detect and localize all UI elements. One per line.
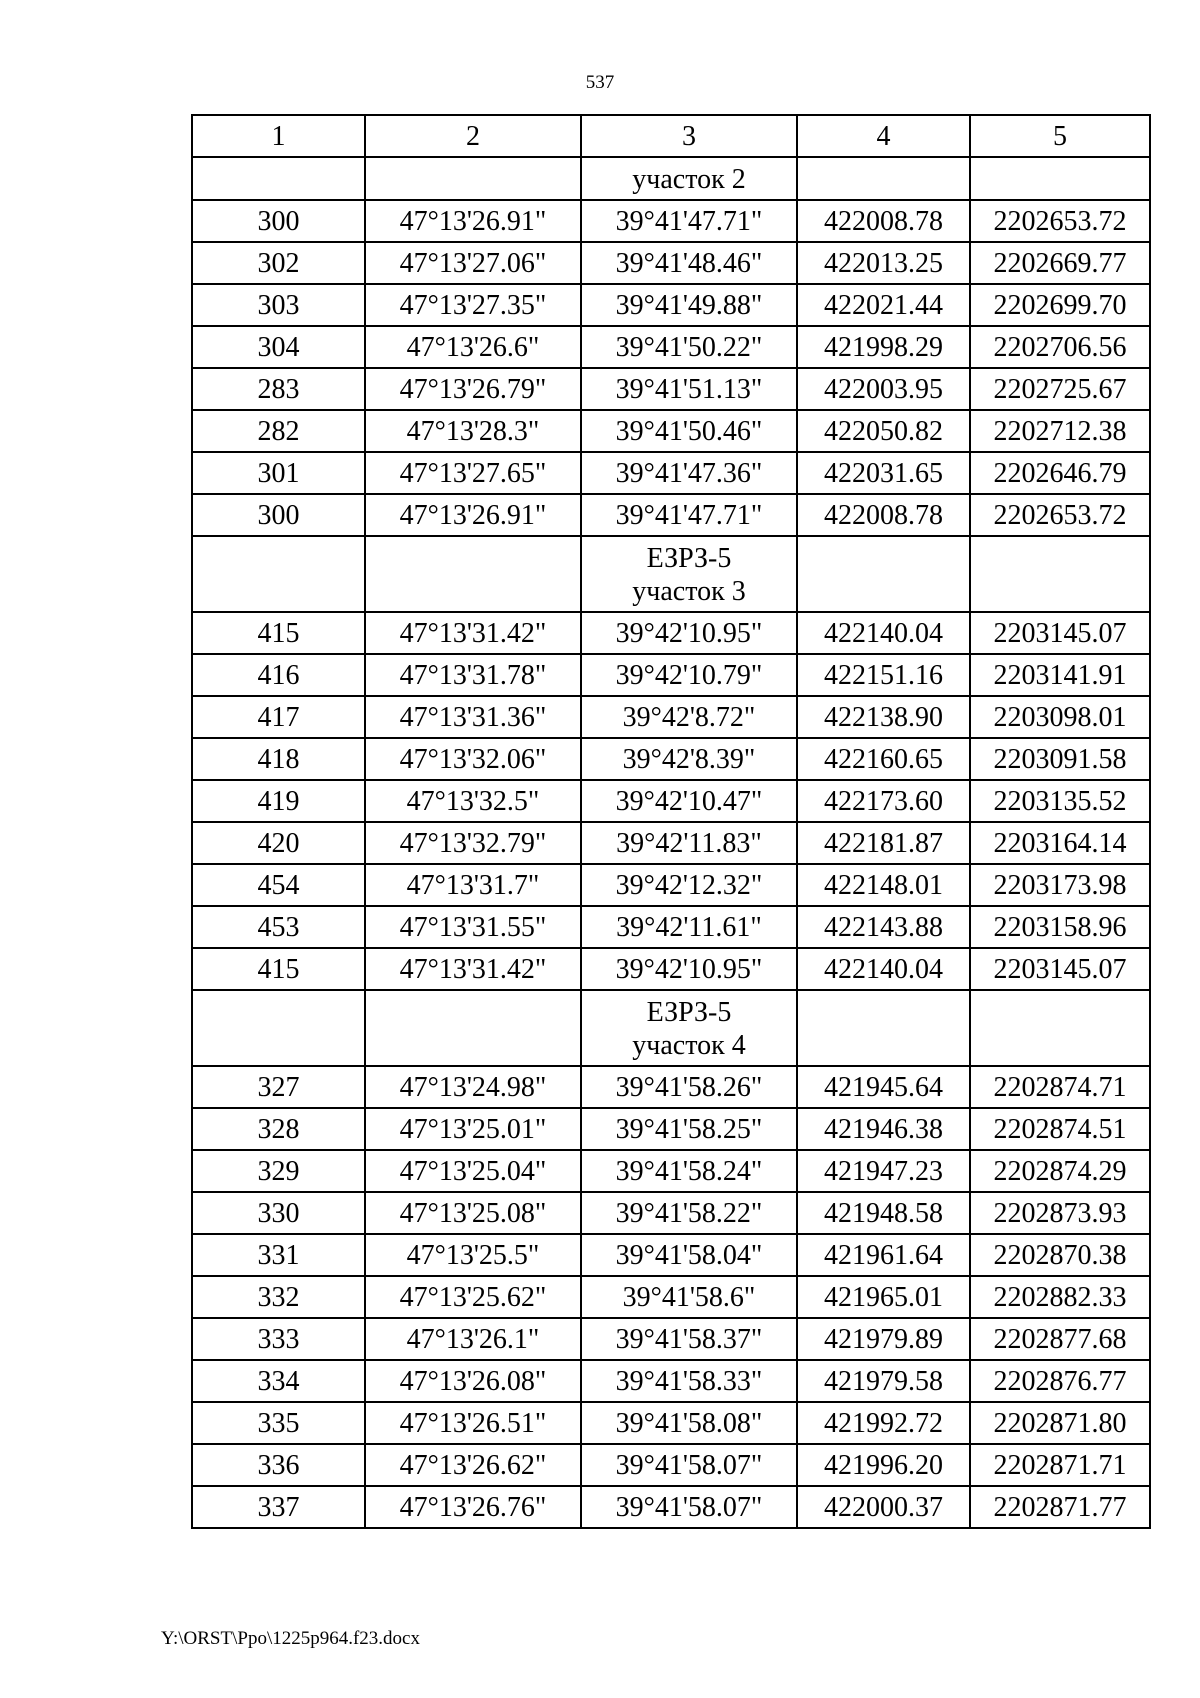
- section-label-line: ЕЗРЗ-5: [646, 996, 732, 1028]
- table-row: [192, 1150, 1150, 1192]
- y-coordinate-cell: 2203145.07: [970, 612, 1150, 654]
- table-row: [192, 1192, 1150, 1234]
- table-row: [192, 1066, 1150, 1108]
- longitude-cell: 39°41'48.46": [581, 242, 797, 284]
- longitude-cell: 39°42'11.83": [581, 822, 797, 864]
- x-coordinate-cell: 422000.37: [797, 1486, 970, 1528]
- latitude-cell: 47°13'28.3": [365, 410, 581, 452]
- table-row: [192, 948, 1150, 990]
- longitude-cell: 39°41'50.22": [581, 326, 797, 368]
- x-coordinate-cell: 422143.88: [797, 906, 970, 948]
- latitude-cell: 47°13'26.79": [365, 368, 581, 410]
- y-coordinate-cell: 2202699.70: [970, 284, 1150, 326]
- longitude-cell: 39°41'58.33": [581, 1360, 797, 1402]
- empty-cell: [365, 990, 581, 1066]
- x-coordinate-cell: 422173.60: [797, 780, 970, 822]
- section-label-line: ЕЗРЗ-5: [646, 542, 732, 574]
- latitude-cell: 47°13'31.36": [365, 696, 581, 738]
- y-coordinate-cell: 2202870.38: [970, 1234, 1150, 1276]
- longitude-cell: 39°41'58.24": [581, 1150, 797, 1192]
- x-coordinate-cell: 422181.87: [797, 822, 970, 864]
- x-coordinate-cell: 422031.65: [797, 452, 970, 494]
- section-row: [192, 157, 1150, 200]
- y-coordinate-cell: 2202882.33: [970, 1276, 1150, 1318]
- latitude-cell: 47°13'26.6": [365, 326, 581, 368]
- latitude-cell: 47°13'26.08": [365, 1360, 581, 1402]
- section-row: [192, 990, 1150, 1066]
- x-coordinate-cell: 421947.23: [797, 1150, 970, 1192]
- y-coordinate-cell: 2203164.14: [970, 822, 1150, 864]
- x-coordinate-cell: 422050.82: [797, 410, 970, 452]
- longitude-cell: 39°41'50.46": [581, 410, 797, 452]
- empty-cell: [192, 536, 365, 612]
- x-coordinate-cell: 422008.78: [797, 200, 970, 242]
- empty-cell: [797, 536, 970, 612]
- latitude-cell: 47°13'32.79": [365, 822, 581, 864]
- longitude-cell: 39°41'51.13": [581, 368, 797, 410]
- latitude-cell: 47°13'26.62": [365, 1444, 581, 1486]
- longitude-cell: 39°42'10.95": [581, 612, 797, 654]
- section-label: [581, 990, 797, 1066]
- point-number-cell: 283: [192, 368, 365, 410]
- table-row: [192, 1360, 1150, 1402]
- column-header: 5: [970, 115, 1150, 157]
- table-row: [192, 612, 1150, 654]
- point-number-cell: 327: [192, 1066, 365, 1108]
- longitude-cell: 39°41'58.07": [581, 1444, 797, 1486]
- section-label-line: участок 2: [632, 163, 746, 195]
- latitude-cell: 47°13'26.91": [365, 200, 581, 242]
- longitude-cell: 39°41'58.26": [581, 1066, 797, 1108]
- table-row: [192, 696, 1150, 738]
- y-coordinate-cell: 2203098.01: [970, 696, 1150, 738]
- point-number-cell: 334: [192, 1360, 365, 1402]
- table-row: [192, 864, 1150, 906]
- x-coordinate-cell: 421979.58: [797, 1360, 970, 1402]
- table-row: [192, 654, 1150, 696]
- latitude-cell: 47°13'26.1": [365, 1318, 581, 1360]
- latitude-cell: 47°13'27.65": [365, 452, 581, 494]
- column-header: 2: [365, 115, 581, 157]
- point-number-cell: 282: [192, 410, 365, 452]
- y-coordinate-cell: 2203135.52: [970, 780, 1150, 822]
- table-row: [192, 1318, 1150, 1360]
- table-row: [192, 200, 1150, 242]
- latitude-cell: 47°13'26.51": [365, 1402, 581, 1444]
- point-number-cell: 332: [192, 1276, 365, 1318]
- latitude-cell: 47°13'32.06": [365, 738, 581, 780]
- y-coordinate-cell: 2202873.93: [970, 1192, 1150, 1234]
- y-coordinate-cell: 2203091.58: [970, 738, 1150, 780]
- section-row: [192, 536, 1150, 612]
- x-coordinate-cell: 422003.95: [797, 368, 970, 410]
- coordinates-table: [191, 114, 1151, 1529]
- section-label: [581, 157, 797, 200]
- point-number-cell: 417: [192, 696, 365, 738]
- longitude-cell: 39°42'8.72": [581, 696, 797, 738]
- y-coordinate-cell: 2203158.96: [970, 906, 1150, 948]
- section-label-line: участок 4: [632, 1029, 746, 1061]
- latitude-cell: 47°13'31.55": [365, 906, 581, 948]
- latitude-cell: 47°13'31.78": [365, 654, 581, 696]
- latitude-cell: 47°13'32.5": [365, 780, 581, 822]
- table-row: [192, 410, 1150, 452]
- point-number-cell: 420: [192, 822, 365, 864]
- longitude-cell: 39°41'58.08": [581, 1402, 797, 1444]
- y-coordinate-cell: 2202653.72: [970, 200, 1150, 242]
- y-coordinate-cell: 2202877.68: [970, 1318, 1150, 1360]
- point-number-cell: 329: [192, 1150, 365, 1192]
- longitude-cell: 39°42'10.79": [581, 654, 797, 696]
- latitude-cell: 47°13'25.01": [365, 1108, 581, 1150]
- table-row: [192, 906, 1150, 948]
- table-row: [192, 780, 1150, 822]
- table-row: [192, 1444, 1150, 1486]
- point-number-cell: 300: [192, 200, 365, 242]
- x-coordinate-cell: 422008.78: [797, 494, 970, 536]
- longitude-cell: 39°42'10.95": [581, 948, 797, 990]
- y-coordinate-cell: 2202874.71: [970, 1066, 1150, 1108]
- table-row: [192, 822, 1150, 864]
- latitude-cell: 47°13'27.35": [365, 284, 581, 326]
- empty-cell: [192, 990, 365, 1066]
- latitude-cell: 47°13'27.06": [365, 242, 581, 284]
- longitude-cell: 39°41'47.36": [581, 452, 797, 494]
- y-coordinate-cell: 2202646.79: [970, 452, 1150, 494]
- point-number-cell: 415: [192, 948, 365, 990]
- table-row: [192, 284, 1150, 326]
- table-row: [192, 1402, 1150, 1444]
- y-coordinate-cell: 2202871.80: [970, 1402, 1150, 1444]
- x-coordinate-cell: 421945.64: [797, 1066, 970, 1108]
- y-coordinate-cell: 2202871.71: [970, 1444, 1150, 1486]
- empty-cell: [797, 157, 970, 200]
- latitude-cell: 47°13'26.91": [365, 494, 581, 536]
- x-coordinate-cell: 421965.01: [797, 1276, 970, 1318]
- y-coordinate-cell: 2203145.07: [970, 948, 1150, 990]
- point-number-cell: 454: [192, 864, 365, 906]
- y-coordinate-cell: 2202706.56: [970, 326, 1150, 368]
- point-number-cell: 300: [192, 494, 365, 536]
- y-coordinate-cell: 2202874.51: [970, 1108, 1150, 1150]
- x-coordinate-cell: 422160.65: [797, 738, 970, 780]
- longitude-cell: 39°41'47.71": [581, 200, 797, 242]
- y-coordinate-cell: 2202871.77: [970, 1486, 1150, 1528]
- x-coordinate-cell: 421998.29: [797, 326, 970, 368]
- table-row: [192, 1234, 1150, 1276]
- latitude-cell: 47°13'25.62": [365, 1276, 581, 1318]
- point-number-cell: 304: [192, 326, 365, 368]
- y-coordinate-cell: 2202712.38: [970, 410, 1150, 452]
- y-coordinate-cell: 2202725.67: [970, 368, 1150, 410]
- point-number-cell: 418: [192, 738, 365, 780]
- column-header: 4: [797, 115, 970, 157]
- x-coordinate-cell: 422140.04: [797, 948, 970, 990]
- x-coordinate-cell: 421961.64: [797, 1234, 970, 1276]
- x-coordinate-cell: 422148.01: [797, 864, 970, 906]
- y-coordinate-cell: 2202653.72: [970, 494, 1150, 536]
- footer-file-path: Y:\ORST\Ppo\1225p964.f23.docx: [161, 1628, 420, 1649]
- header-row: [192, 115, 1150, 157]
- latitude-cell: 47°13'25.5": [365, 1234, 581, 1276]
- x-coordinate-cell: 422013.25: [797, 242, 970, 284]
- x-coordinate-cell: 422138.90: [797, 696, 970, 738]
- table-row: [192, 738, 1150, 780]
- empty-cell: [970, 536, 1150, 612]
- point-number-cell: 335: [192, 1402, 365, 1444]
- x-coordinate-cell: 422140.04: [797, 612, 970, 654]
- longitude-cell: 39°42'12.32": [581, 864, 797, 906]
- table-row: [192, 1108, 1150, 1150]
- y-coordinate-cell: 2202874.29: [970, 1150, 1150, 1192]
- empty-cell: [797, 990, 970, 1066]
- longitude-cell: 39°41'58.07": [581, 1486, 797, 1528]
- table-row: [192, 1486, 1150, 1528]
- point-number-cell: 416: [192, 654, 365, 696]
- point-number-cell: 301: [192, 452, 365, 494]
- latitude-cell: 47°13'26.76": [365, 1486, 581, 1528]
- x-coordinate-cell: 421946.38: [797, 1108, 970, 1150]
- longitude-cell: 39°41'58.22": [581, 1192, 797, 1234]
- latitude-cell: 47°13'31.42": [365, 948, 581, 990]
- section-label-line: участок 3: [632, 575, 746, 607]
- longitude-cell: 39°41'58.04": [581, 1234, 797, 1276]
- longitude-cell: 39°41'47.71": [581, 494, 797, 536]
- y-coordinate-cell: 2203141.91: [970, 654, 1150, 696]
- longitude-cell: 39°42'11.61": [581, 906, 797, 948]
- y-coordinate-cell: 2203173.98: [970, 864, 1150, 906]
- empty-cell: [365, 157, 581, 200]
- column-header: 3: [581, 115, 797, 157]
- longitude-cell: 39°41'58.25": [581, 1108, 797, 1150]
- latitude-cell: 47°13'31.42": [365, 612, 581, 654]
- longitude-cell: 39°42'10.47": [581, 780, 797, 822]
- point-number-cell: 336: [192, 1444, 365, 1486]
- page-number: 537: [585, 72, 615, 93]
- empty-cell: [970, 990, 1150, 1066]
- longitude-cell: 39°42'8.39": [581, 738, 797, 780]
- point-number-cell: 303: [192, 284, 365, 326]
- x-coordinate-cell: 421996.20: [797, 1444, 970, 1486]
- y-coordinate-cell: 2202876.77: [970, 1360, 1150, 1402]
- x-coordinate-cell: 421948.58: [797, 1192, 970, 1234]
- table-row: [192, 494, 1150, 536]
- latitude-cell: 47°13'25.08": [365, 1192, 581, 1234]
- table-body: [192, 157, 1150, 1528]
- point-number-cell: 302: [192, 242, 365, 284]
- x-coordinate-cell: 421992.72: [797, 1402, 970, 1444]
- latitude-cell: 47°13'25.04": [365, 1150, 581, 1192]
- column-header: 1: [192, 115, 365, 157]
- table-row: [192, 326, 1150, 368]
- point-number-cell: 337: [192, 1486, 365, 1528]
- empty-cell: [192, 157, 365, 200]
- x-coordinate-cell: 422021.44: [797, 284, 970, 326]
- point-number-cell: 331: [192, 1234, 365, 1276]
- empty-cell: [365, 536, 581, 612]
- table-row: [192, 368, 1150, 410]
- x-coordinate-cell: 421979.89: [797, 1318, 970, 1360]
- point-number-cell: 333: [192, 1318, 365, 1360]
- point-number-cell: 415: [192, 612, 365, 654]
- point-number-cell: 419: [192, 780, 365, 822]
- point-number-cell: 328: [192, 1108, 365, 1150]
- latitude-cell: 47°13'31.7": [365, 864, 581, 906]
- section-label: [581, 536, 797, 612]
- longitude-cell: 39°41'58.37": [581, 1318, 797, 1360]
- longitude-cell: 39°41'58.6": [581, 1276, 797, 1318]
- empty-cell: [970, 157, 1150, 200]
- x-coordinate-cell: 422151.16: [797, 654, 970, 696]
- longitude-cell: 39°41'49.88": [581, 284, 797, 326]
- table-row: [192, 452, 1150, 494]
- latitude-cell: 47°13'24.98": [365, 1066, 581, 1108]
- point-number-cell: 330: [192, 1192, 365, 1234]
- table-row: [192, 1276, 1150, 1318]
- y-coordinate-cell: 2202669.77: [970, 242, 1150, 284]
- table-row: [192, 242, 1150, 284]
- point-number-cell: 453: [192, 906, 365, 948]
